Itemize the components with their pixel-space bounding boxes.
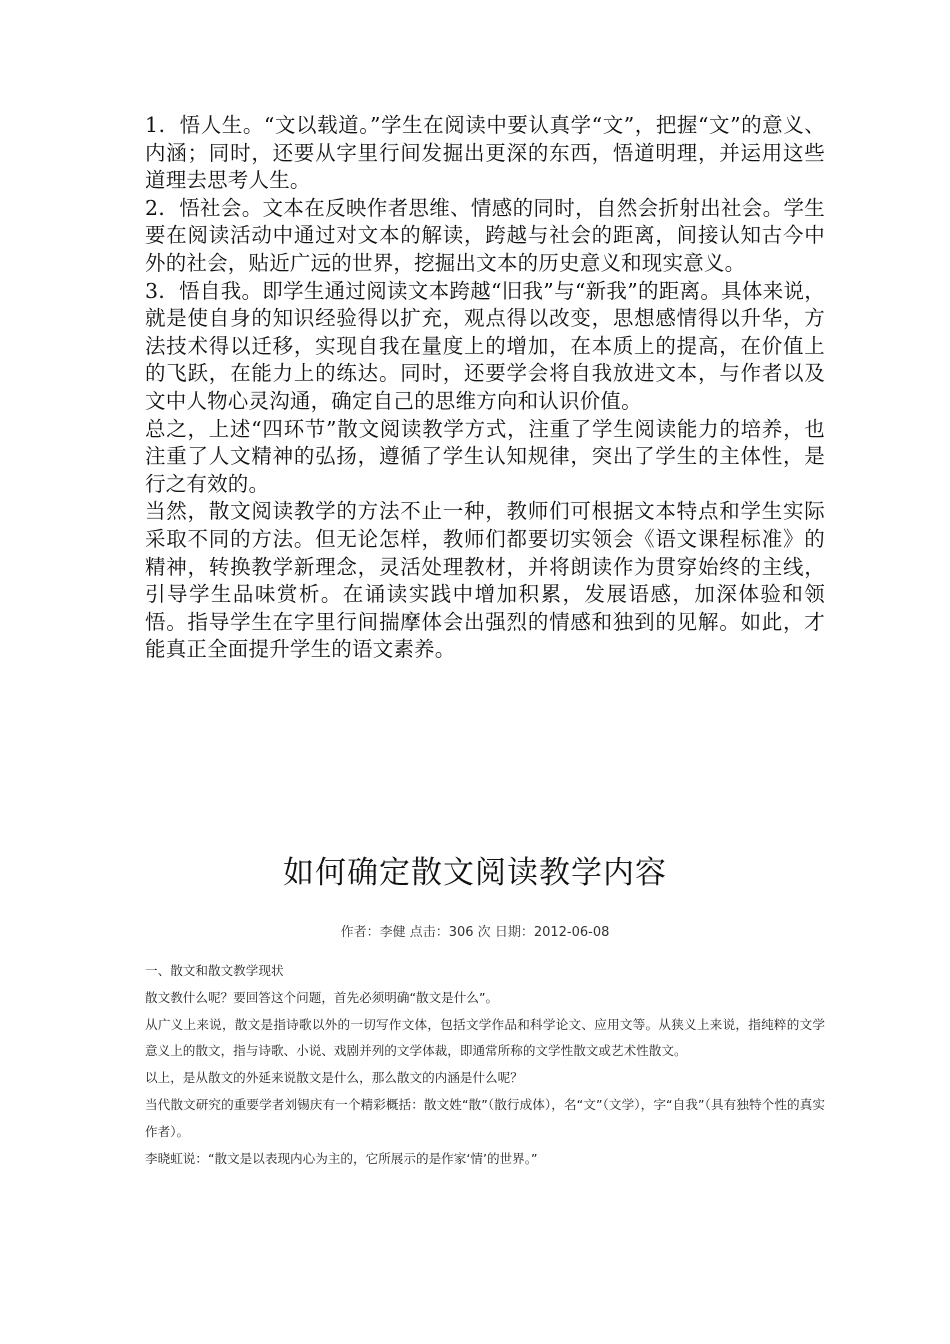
article-paragraph: 当代散文研究的重要学者刘锡庆有一个精彩概括：散文姓“散”（散行成体），名“文”（文学），字“自我”（具有独特个性的真实作者）。: [145, 1096, 825, 1139]
section-heading: 一、散文和散文教学现状: [145, 963, 284, 978]
article-paragraph: 从广义上来说，散文是指诗歌以外的一切写作文体，包括文学作品和科学论文、应用文等。从狭义上来说，指纯粹的文学意义上的散文，指与诗歌、小说、戏剧并列的文学体裁，即通常所称的文学性散文或艺术性散文。: [145, 1016, 825, 1059]
article-body: [145, 958, 825, 1172]
article-paragraph: 散文教什么呢？要回答这个问题，首先必须明确“散文是什么”。: [145, 989, 499, 1005]
article-paragraph: 李晓虹说：“散文是以表现内心为主的，它所展示的是作家‘情’的世界。”: [145, 1150, 538, 1166]
paragraph-summary: 总之，上述“四环节”散文阅读教学方式，注重了学生阅读能力的培养，也注重了人文精神的弘扬，遵循了学生认知规律，突出了学生的主体性，是行之有效的。: [145, 416, 825, 496]
article-meta: 作者：李健 点击：306 次 日期：2012-06-08: [340, 925, 610, 940]
article-paragraph: 以上，是从散文的外延来说散文是什么，那么散文的内涵是什么呢？: [145, 1070, 523, 1086]
article-title: 如何确定散文阅读教学内容: [283, 855, 667, 891]
paragraph-enlighten-society: 2．悟社会。文本在反映作者思维、情感的同时，自然会折射出社会。学生要在阅读活动中通过对文本的解读，跨越与社会的距离，间接认知古今中外的社会，贴近广远的世界，挖掘出文本的历史意义和现实意义。: [145, 195, 825, 275]
upper-text-section: [145, 112, 825, 664]
paragraph-conclusion: 当然，散文阅读教学的方法不止一种，教师们可根据文本特点和学生实际采取不同的方法。但无论怎样，教师们都要切实领会《语文课程标准》的精神，转换教学新理念，灵活处理教材，并将朗读作为贯穿始终的主线，引导学生品味赏析。在诵读实践中增加积累，发展语感，加深体验和领悟。指导学生在字里行间揣摩体会出强烈的情感和独到的见解。如此，才能真正全面提升学生的语文素养。: [145, 499, 825, 662]
paragraph-enlighten-life: 1．悟人生。“文以载道。”学生在阅读中要认真学“文”，把握“文”的意义、内涵；同时，还要从字里行间发掘出更深的东西，悟道明理，并运用这些道理去思考人生。: [145, 113, 825, 193]
paragraph-enlighten-self: 3．悟自我。即学生通过阅读文本跨越“旧我”与“新我”的距离。具体来说，就是使自身的知识经验得以扩充，观点得以改变，思想感情得以升华，方法技术得以迁移，实现自我在量度上的增加，在本质上的提高，在价值上的飞跃，在能力上的练达。同时，还要学会将自我放进文本，与作者以及文中人物心灵沟通，确定自己的思维方向和认识价值。: [145, 278, 825, 413]
